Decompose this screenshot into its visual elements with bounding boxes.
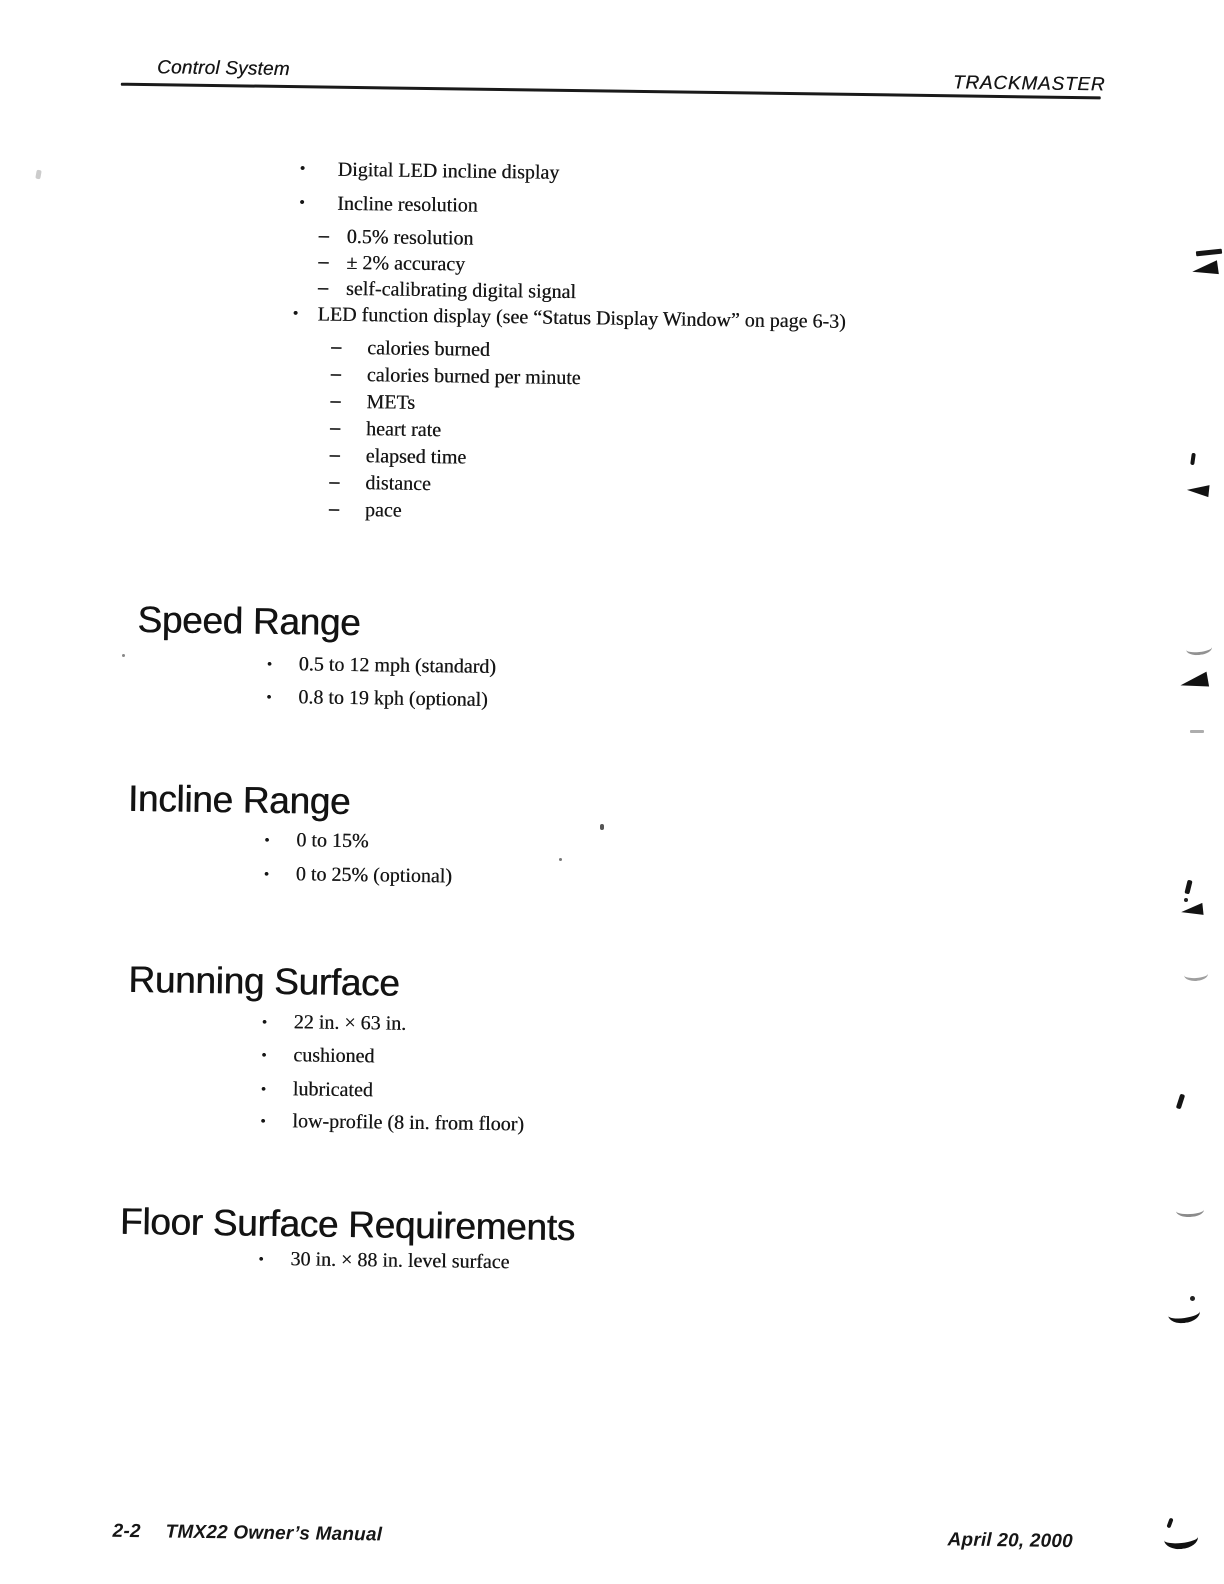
bullet-marker: • bbox=[292, 305, 299, 323]
footer-date: April 20, 2000 bbox=[947, 1529, 1074, 1553]
bullet-marker: • bbox=[260, 1081, 267, 1098]
bullet-item bbox=[0, 153, 1222, 194]
bullet-text: low-profile (8 in. from floor) bbox=[292, 1110, 525, 1136]
bullet-text: lubricated bbox=[292, 1078, 373, 1102]
bullet-text: cushioned bbox=[293, 1044, 375, 1068]
section-title-incline-range: Incline Range bbox=[127, 777, 351, 822]
bullet-text: 0.8 to 19 kph (optional) bbox=[298, 686, 488, 711]
dash-marker: – bbox=[329, 416, 341, 439]
dash-marker: – bbox=[331, 335, 342, 358]
sub-bullet-text: calories burned bbox=[367, 337, 491, 361]
section-title-speed-range: Speed Range bbox=[137, 598, 361, 644]
sub-bullet-text: ± 2% accuracy bbox=[346, 251, 466, 276]
sub-bullet-text: 0.5% resolution bbox=[346, 225, 474, 250]
header-section-name: Control System bbox=[156, 57, 290, 81]
sub-bullet-text: calories burned per minute bbox=[366, 364, 581, 390]
scan-artifact bbox=[600, 824, 604, 830]
bullet-marker: • bbox=[258, 1251, 264, 1268]
dash-marker: – bbox=[328, 497, 340, 520]
sub-bullet-text: pace bbox=[364, 499, 402, 522]
bullet-marker: • bbox=[299, 160, 306, 178]
scan-artifact bbox=[1180, 903, 1203, 917]
bullet-marker: • bbox=[260, 1113, 266, 1130]
dash-marker: – bbox=[330, 362, 341, 385]
sub-bullet-text: elapsed time bbox=[365, 445, 467, 469]
bullet-marker: • bbox=[263, 866, 270, 883]
bullet-text: 0 to 25% (optional) bbox=[295, 863, 453, 888]
header-product-name: TRACKMASTER bbox=[952, 72, 1106, 96]
scan-artifact bbox=[122, 654, 125, 657]
bullet-marker: • bbox=[266, 689, 272, 706]
bullet-marker: • bbox=[261, 1047, 267, 1064]
dash-marker: – bbox=[318, 250, 329, 273]
bullet-item bbox=[0, 1243, 1207, 1284]
dash-marker: – bbox=[329, 443, 340, 466]
bullet-text: 0 to 15% bbox=[296, 829, 369, 853]
dash-marker: – bbox=[318, 224, 329, 247]
scan-artifact bbox=[1190, 730, 1204, 733]
sub-bullet-text: heart rate bbox=[365, 418, 442, 442]
footer-manual-title: TMX22 Owner’s Manual bbox=[165, 1521, 383, 1546]
bullet-item bbox=[0, 1039, 1209, 1080]
sub-bullet-text: METs bbox=[366, 391, 416, 414]
bullet-item bbox=[0, 824, 1212, 865]
bullet-text: 0.5 to 12 mph (standard) bbox=[298, 653, 497, 678]
scan-artifact bbox=[559, 858, 562, 861]
dash-marker: – bbox=[329, 470, 340, 493]
bullet-text: Digital LED incline display bbox=[337, 158, 560, 184]
bullet-marker: • bbox=[264, 832, 270, 849]
sub-bullet-text: self-calibrating digital signal bbox=[345, 277, 577, 304]
bullet-text: 22 in. × 63 in. bbox=[293, 1011, 407, 1035]
bullet-marker: • bbox=[299, 194, 305, 212]
bullet-marker: • bbox=[266, 656, 273, 673]
bullet-item bbox=[0, 858, 1212, 899]
scan-artifact bbox=[1190, 1296, 1195, 1301]
bullet-text: LED function display (see “Status Display Window” on page 6-3) bbox=[317, 303, 846, 333]
sub-bullet-text: distance bbox=[365, 472, 431, 496]
dash-marker: – bbox=[317, 276, 329, 299]
bullet-marker: • bbox=[261, 1014, 268, 1031]
bullet-item bbox=[0, 681, 1214, 722]
footer-page-number: 2-2 bbox=[112, 1520, 141, 1543]
section-title-running-surface: Running Surface bbox=[128, 958, 400, 1004]
scan-artifact bbox=[1186, 483, 1209, 497]
bullet-text: 30 in. × 88 in. level surface bbox=[290, 1248, 510, 1274]
bullet-text: Incline resolution bbox=[337, 192, 478, 217]
scan-artifact bbox=[1184, 898, 1188, 902]
section-title-floor-surface-requirements: Floor Surface Requirements bbox=[119, 1200, 576, 1249]
dash-marker: – bbox=[330, 389, 341, 412]
